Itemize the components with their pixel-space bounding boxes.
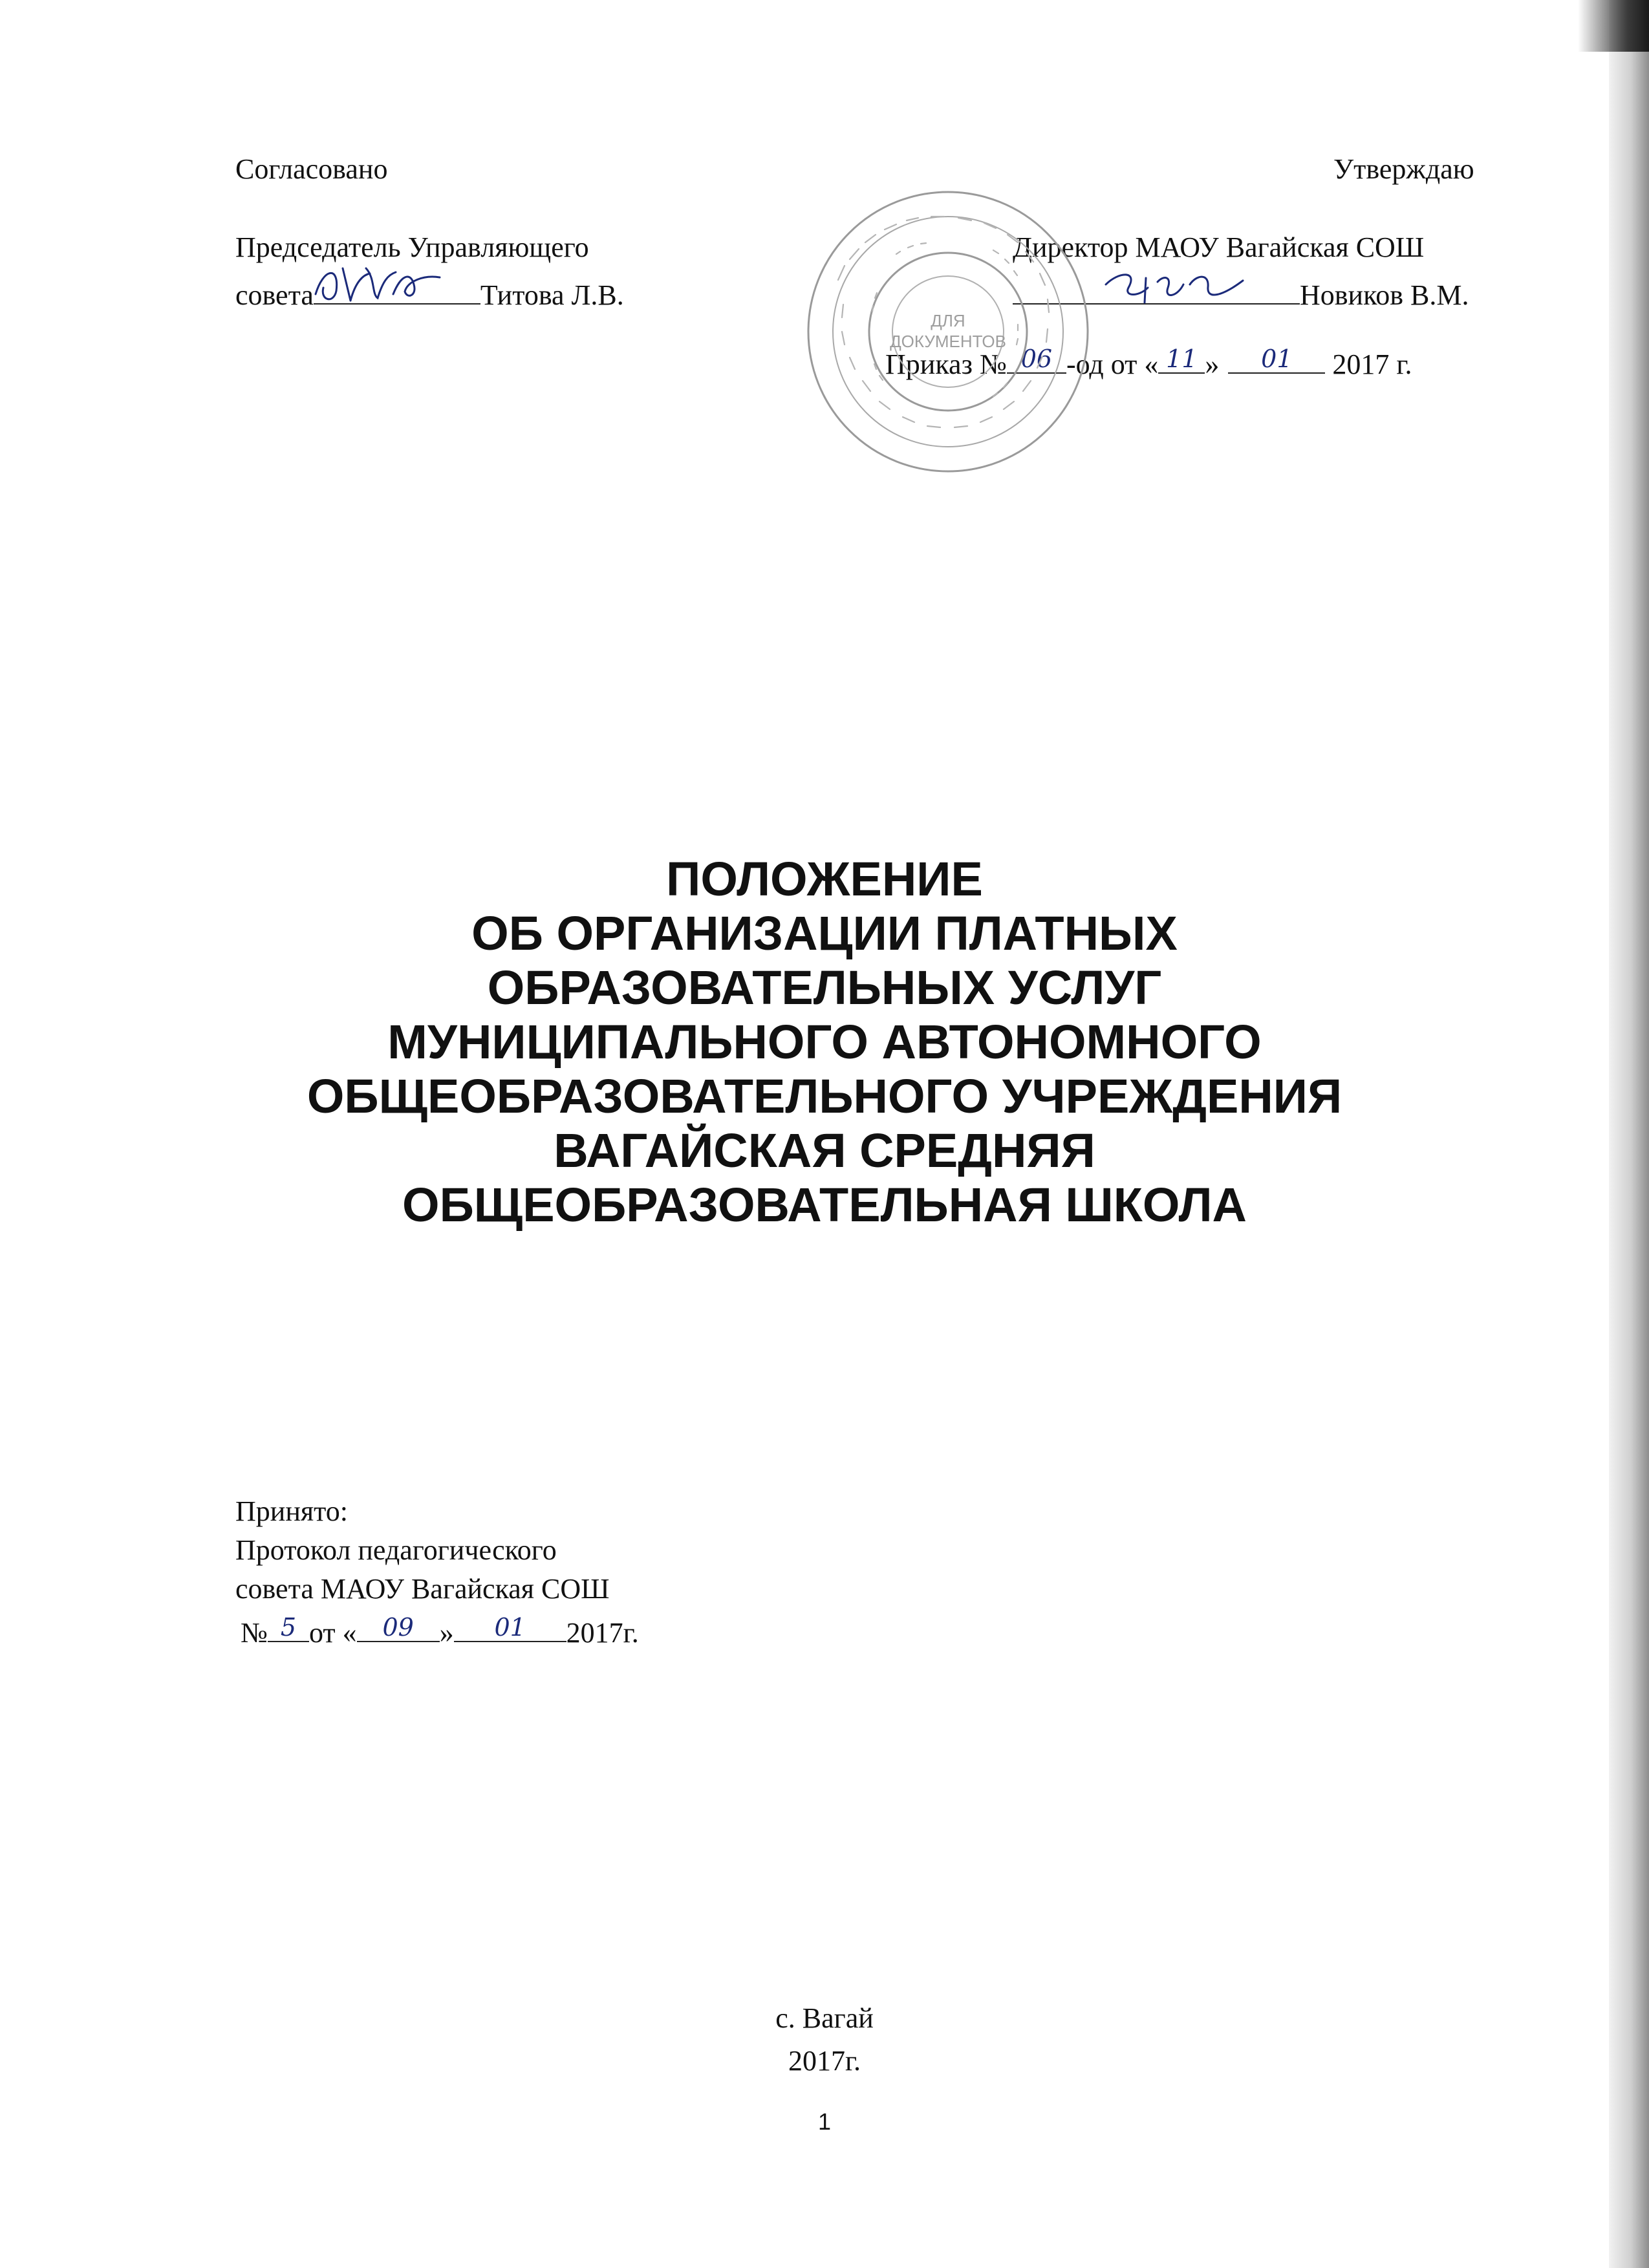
scan-edge-corner <box>1578 0 1649 52</box>
title-line-1: ПОЛОЖЕНИЕ <box>666 852 983 906</box>
order-mid: -од от « <box>1066 348 1159 380</box>
order-month-handwritten: 01 <box>1261 345 1293 373</box>
approval-left-prefix: совета <box>235 279 314 311</box>
title-line-5: ОБЩЕОБРАЗОВАТЕЛЬНОГО УЧРЕЖДЕНИЯ <box>307 1069 1342 1123</box>
approval-left-heading: Согласовано <box>235 153 388 185</box>
protocol-number-handwritten: 5 <box>280 1613 297 1642</box>
protocol-day-handwritten: 09 <box>382 1613 414 1642</box>
order-day-field <box>1158 345 1205 374</box>
approval-right-line1: Директор МАОУ Вагайская СОШ <box>1013 231 1425 263</box>
approval-right-name: Новиков В.М. <box>1300 279 1469 311</box>
protocol-day-field <box>357 1613 440 1642</box>
round-seal-stamp <box>799 183 1097 480</box>
title-line-4: МУНИЦИПАЛЬНОГО АВТОНОМНОГО <box>387 1015 1262 1069</box>
accepted-line2: совета МАОУ Вагайская СОШ <box>235 1573 610 1605</box>
approval-left-line1: Председатель Управляющего <box>235 231 589 263</box>
title-line-2: ОБ ОРГАНИЗАЦИИ ПЛАТНЫХ <box>471 906 1178 960</box>
order-prefix: Приказ № <box>885 348 1007 380</box>
protocol-year: 2017г. <box>566 1617 639 1649</box>
protocol-number-field <box>268 1613 309 1642</box>
protocol-month-handwritten: 01 <box>494 1613 526 1642</box>
order-year: 2017 г. <box>1325 348 1412 380</box>
protocol-month-field <box>454 1613 566 1642</box>
stamp-center-text-2: ДОКУМЕНТОВ <box>890 332 1006 351</box>
stamp-center-text-1: ДЛЯ <box>931 311 965 330</box>
order-sep: » <box>1205 348 1220 380</box>
footer-year: 2017г. <box>788 2045 861 2077</box>
footer-place: с. Вагай <box>775 2002 874 2034</box>
signature-left-icon <box>310 255 446 310</box>
order-day-handwritten: 11 <box>1166 345 1198 373</box>
approval-right-heading: Утверждаю <box>1333 153 1474 185</box>
title-line-6: ВАГАЙСКАЯ СРЕДНЯЯ <box>554 1124 1095 1177</box>
protocol-date-sep: » <box>439 1617 454 1649</box>
accepted-line1: Протокол педагогического <box>235 1534 557 1566</box>
order-month-field <box>1228 345 1325 374</box>
accepted-protocol-line <box>241 1613 639 1649</box>
protocol-num-prefix: № <box>241 1617 268 1649</box>
signature-right-icon <box>1099 259 1248 310</box>
title-line-7: ОБЩЕОБРАЗОВАТЕЛЬНАЯ ШКОЛА <box>402 1178 1247 1232</box>
page-number: 1 <box>817 2108 832 2135</box>
approval-left-name: Титова Л.В. <box>480 279 624 311</box>
title-line-3: ОБРАЗОВАТЕЛЬНЫХ УСЛУГ <box>487 961 1162 1014</box>
document-title <box>0 852 1649 1232</box>
accepted-heading: Принято: <box>235 1495 348 1527</box>
order-number-handwritten: 06 <box>1020 345 1053 373</box>
protocol-date-mid: от « <box>308 1617 357 1649</box>
